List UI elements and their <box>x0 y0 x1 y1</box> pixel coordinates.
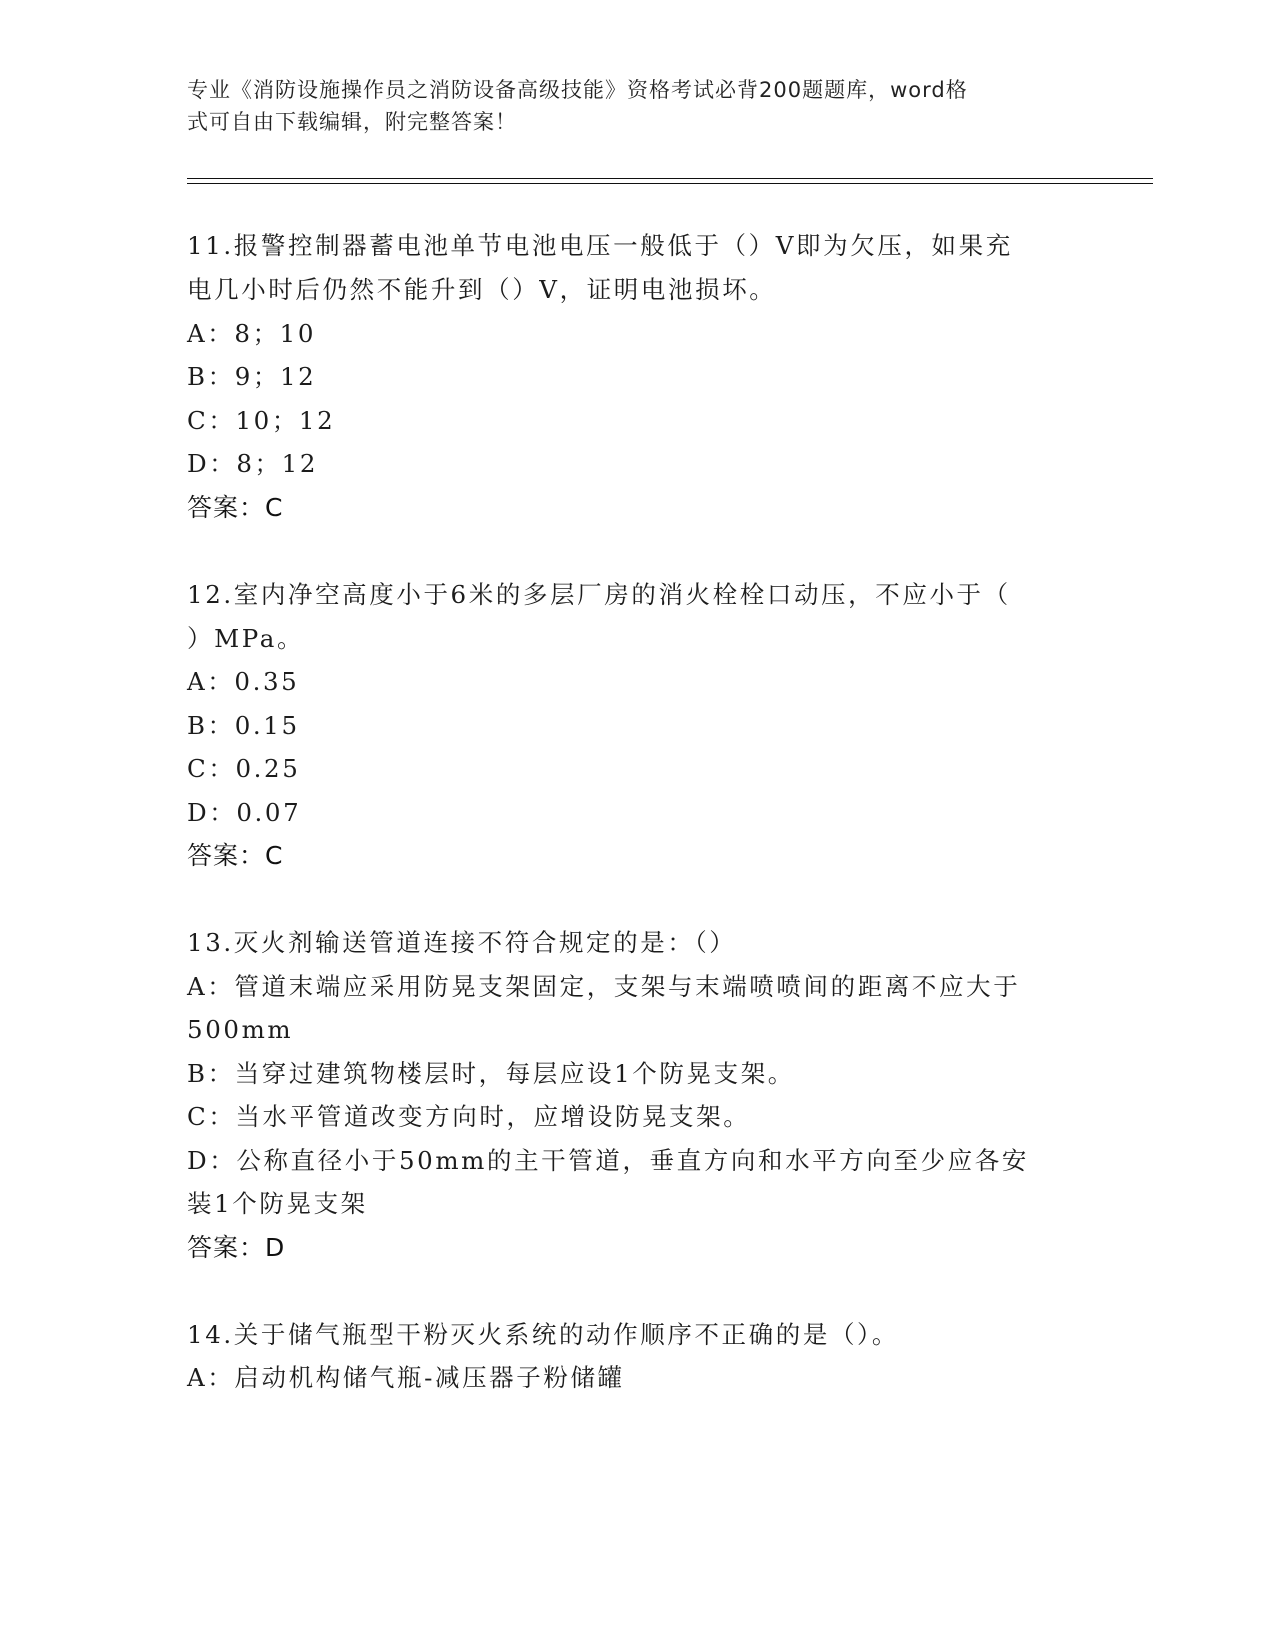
option-d: D：8；12 <box>187 449 319 478</box>
question-stem-line: 11.报警控制器蓄电池单节电池电压一般低于（）V即为欠压，如果充 <box>187 231 1013 260</box>
option-b: B：9；12 <box>187 362 317 391</box>
option-c: C：当水平管道改变方向时，应增设防晃支架。 <box>187 1102 751 1131</box>
option-c: C：10；12 <box>187 406 336 435</box>
question-stem-line: 12.室内净空高度小于6米的多层厂房的消火栓栓口动压，不应小于（ <box>187 580 1011 609</box>
header-line-2: 式可自由下载编辑，附完整答案！ <box>187 110 517 134</box>
option-b: B：0.15 <box>187 711 300 740</box>
header-divider-top <box>187 178 1153 179</box>
option-a: A：启动机构储气瓶-减压器子粉储罐 <box>187 1363 625 1392</box>
option-b: B：当穿过建筑物楼层时，每层应设1个防晃支架。 <box>187 1059 795 1088</box>
answer-label: 答案：D <box>187 1233 286 1262</box>
answer-label: 答案：C <box>187 493 284 522</box>
question-stem-line: 14.关于储气瓶型干粉灭火系统的动作顺序不正确的是（）。 <box>187 1320 900 1349</box>
option-a: A：0.35 <box>187 667 300 696</box>
question-stem-line: ）MPa。 <box>187 624 305 653</box>
question-stem-line: 电几小时后仍然不能升到（）V，证明电池损坏。 <box>187 275 777 304</box>
option-a-continued: 500mm <box>187 1015 294 1044</box>
option-a: A：管道末端应采用防晃支架固定，支架与末端喷喷间的距离不应大于 <box>187 972 1021 1001</box>
header-divider-bottom <box>187 183 1153 184</box>
header-line-1: 专业《消防设施操作员之消防设备高级技能》资格考试必背200题题库，word格 <box>187 78 968 102</box>
document-header <box>187 74 1067 138</box>
option-d-continued: 装1个防晃支架 <box>187 1189 368 1218</box>
question-stem-line: 13.灭火剂输送管道连接不符合规定的是：（） <box>187 928 737 957</box>
option-c: C：0.25 <box>187 754 301 783</box>
answer-label: 答案：C <box>187 841 284 870</box>
option-d: D：公称直径小于50mm的主干管道，垂直方向和水平方向至少应各安 <box>187 1146 1029 1175</box>
option-d: D：0.07 <box>187 798 302 827</box>
option-a: A：8；10 <box>187 319 317 348</box>
